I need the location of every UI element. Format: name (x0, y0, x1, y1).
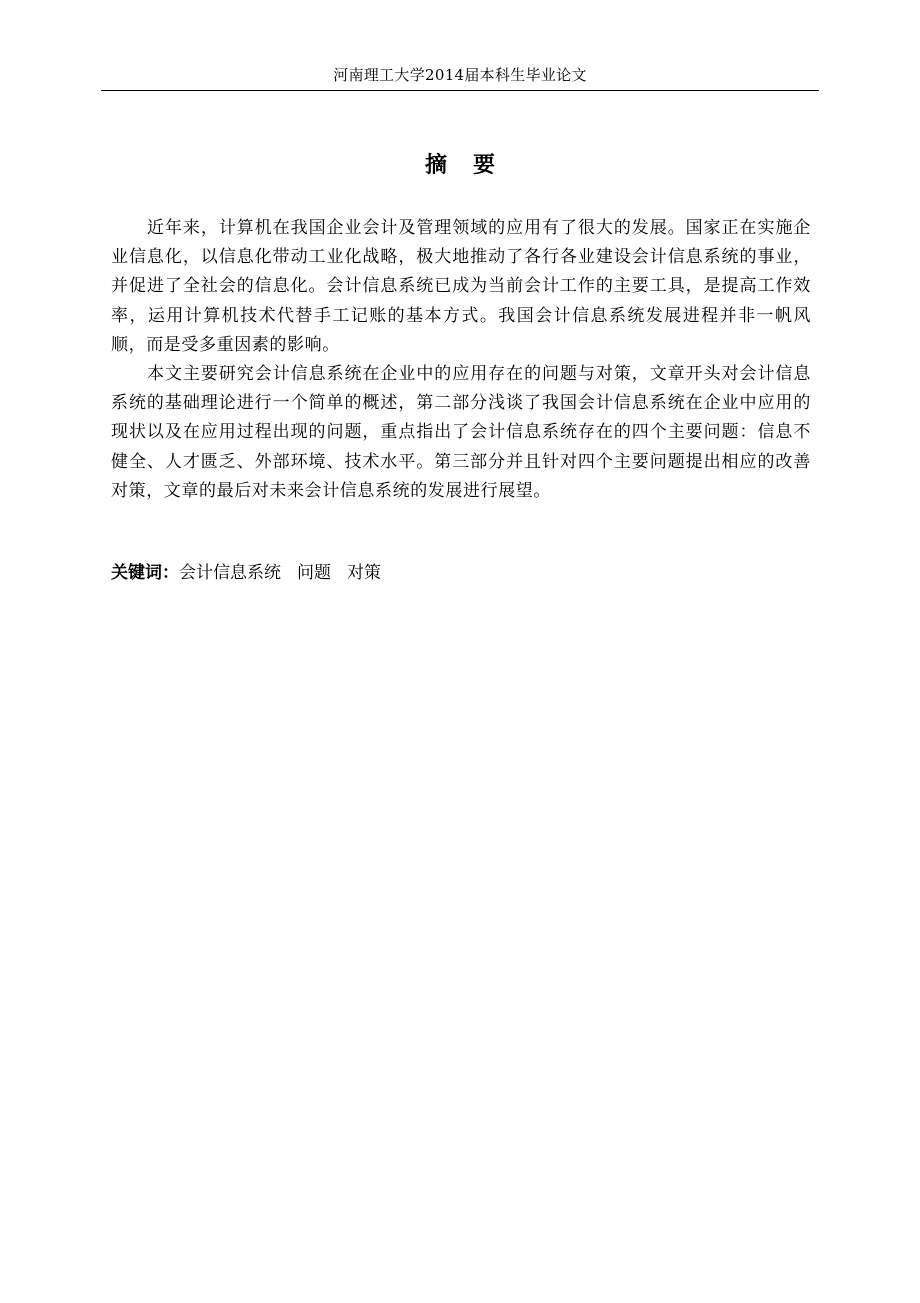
abstract-title: 摘要 (424, 153, 521, 178)
running-header: 河南理工大学2014届本科生毕业论文 (333, 66, 587, 84)
abstract-paragraph-2: 本文主要研究会计信息系统在企业中的应用存在的问题与对策，文章开头对会计信息系统的基础理论进行一个简单的概述，第二部分浅谈了我国会计信息系统在企业中应用的现状以及在应用过程出现的问题，重点指出了会计信息系统存在的四个主要问题：信息不健全、人才匮乏、外部环境、技术水平。第三部分并且针对四个主要问题提出相应的改善对策，文章的最后对未来会计信息系统的发展进行展望。 (111, 364, 811, 501)
keywords-label: 关键词： (111, 563, 179, 583)
keyword-item: 问题 (297, 563, 331, 583)
keywords-line (111, 559, 811, 587)
keyword-item: 对策 (347, 563, 381, 583)
abstract-body (111, 214, 811, 506)
header-rule (101, 90, 819, 91)
keyword-item: 会计信息系统 (179, 563, 281, 583)
abstract-paragraph-1: 近年来，计算机在我国企业会计及管理领域的应用有了很大的发展。国家正在实施企业信息化，以信息化带动工业化战略，极大地推动了各行各业建设会计信息系统的事业，并促进了全社会的信息化。会计信息系统已成为当前会计工作的主要工具，是提高工作效率，运用计算机技术代替手工记账的基本方式。我国会计信息系统发展进程并非一帆风顺，而是受多重因素的影响。 (111, 218, 811, 355)
